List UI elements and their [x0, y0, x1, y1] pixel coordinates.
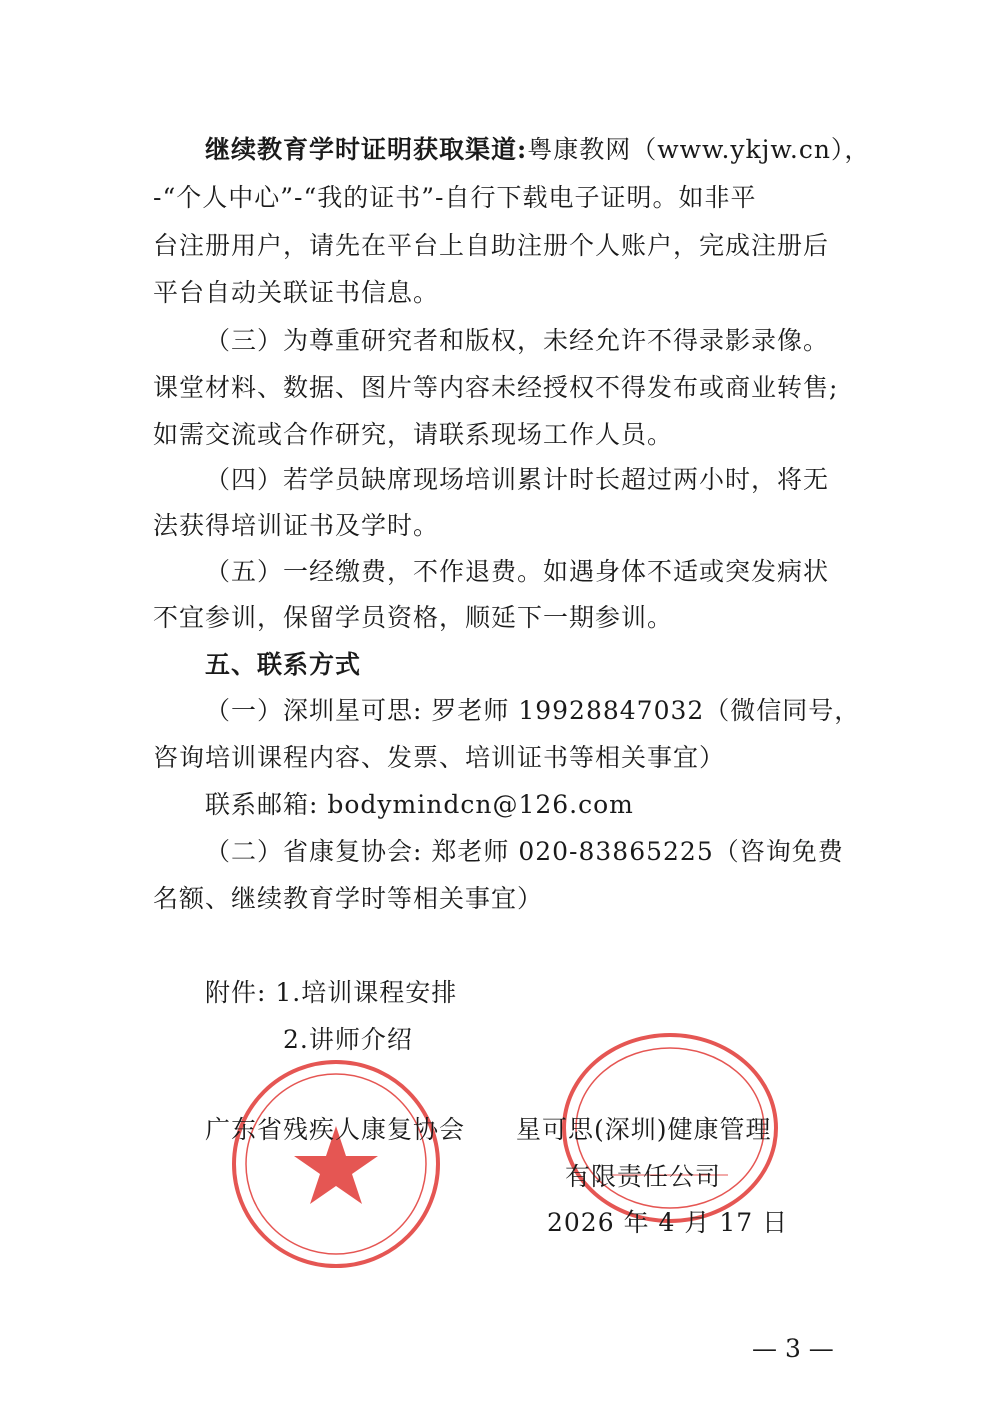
association-seal-graphic: [236, 1064, 436, 1264]
paragraph-line: 平台自动关联证书信息。: [153, 278, 440, 307]
paragraph-line: 咨询培训课程内容、发票、培训证书等相关事宜）: [153, 743, 726, 772]
paragraph-line: （四）若学员缺席现场培训累计时长超过两小时，将无: [205, 465, 830, 494]
paragraph-line: 如需交流或合作研究，请联系现场工作人员。: [153, 420, 674, 449]
paragraph-line: 台注册用户，请先在平台上自助注册个人账户，完成注册后: [153, 231, 830, 260]
paragraph-line: （五）一经缴费，不作退费。如遇身体不适或突发病状: [205, 557, 830, 586]
paragraph-line: -“个人中心”-“我的证书”-自行下载电子证明。如非平: [153, 183, 757, 212]
signer-company: 星可思(深圳)健康管理: [516, 1115, 772, 1144]
page-number: — 3 —: [752, 1334, 834, 1363]
section-heading: 五、联系方式: [205, 650, 362, 679]
paragraph-line: （二）省康复协会: 郑老师 020-83865225（咨询免费: [205, 837, 844, 866]
paragraph-line: 继续教育学时证明获取渠道:粤康教网（www.ykjw.cn），: [205, 135, 871, 164]
paragraph-line: 法获得培训证书及学时。: [153, 511, 440, 540]
paragraph-line: 名额、继续教育学时等相关事宜）: [153, 884, 544, 913]
signer-company-line2: 有限责任公司: [565, 1162, 722, 1191]
association-seal: [232, 1060, 440, 1268]
paragraph-line: （三）为尊重研究者和版权，未经允许不得录影录像。: [205, 326, 830, 355]
text-span: 粤康教网（www.ykjw.cn）: [527, 135, 845, 164]
paragraph-line: 课堂材料、数据、图片等内容未经授权不得发布或商业转售;: [153, 373, 839, 402]
email-line: 联系邮箱: bodymindcn@126.com: [205, 790, 634, 819]
attachment-line: 2.讲师介绍: [283, 1025, 413, 1054]
signer-association: 广东省残疾人康复协会: [205, 1115, 466, 1144]
document-date: 2026 年 4 月 17 日: [547, 1208, 789, 1237]
attachment-line: 附件: 1.培训课程安排: [205, 978, 458, 1007]
bold-heading: 继续教育学时证明获取渠道:: [205, 135, 528, 164]
paragraph-line: 不宜参训，保留学员资格，顺延下一期参训。: [153, 603, 674, 632]
paragraph-line: （一）深圳星可思: 罗老师 19928847032（微信同号，: [205, 696, 861, 725]
